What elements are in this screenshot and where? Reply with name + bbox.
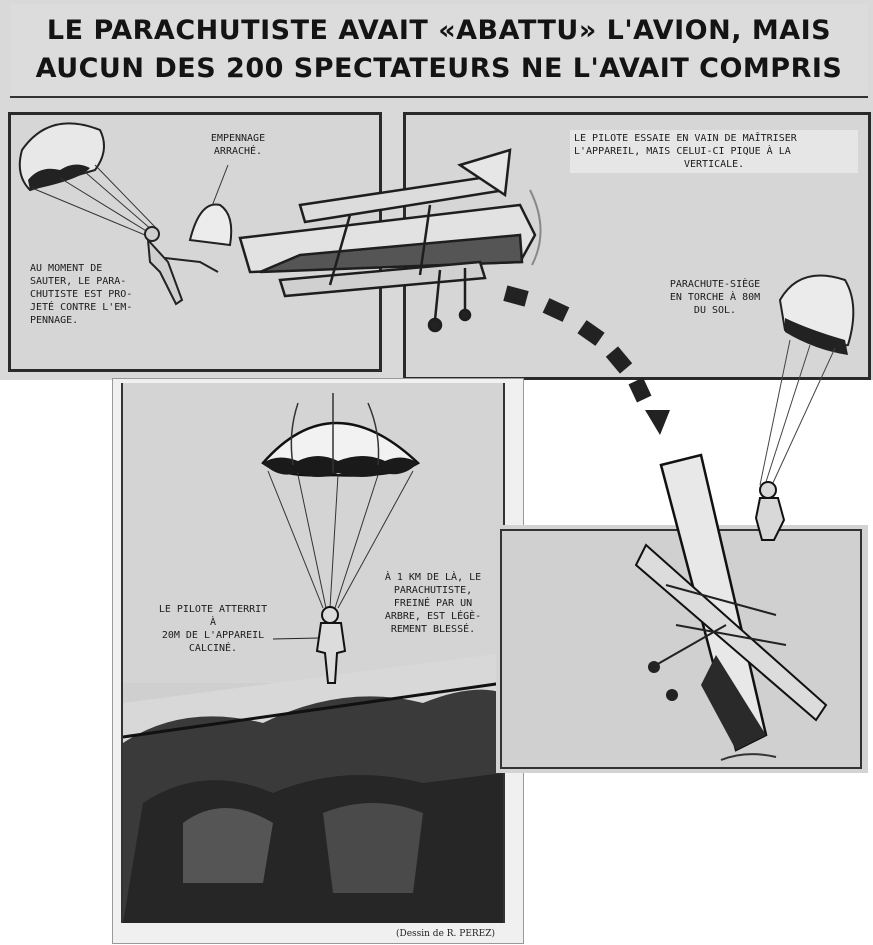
caption-line: LE PILOTE ESSAIE EN VAIN DE MAÎTRISER	[574, 133, 797, 144]
caption-line: PARACHUTISTE,	[393, 585, 473, 596]
caption-line: FREINÉ PAR UN	[393, 598, 473, 609]
caption-line: PARACHUTE-SIÈGE	[669, 279, 761, 290]
caption-line: DU SOL.	[693, 305, 737, 316]
caption-line: AU MOMENT DE	[30, 263, 103, 274]
caption-line: CALCINÉ.	[188, 643, 238, 654]
caption-line: JETÉ CONTRE L'EM-	[30, 302, 133, 313]
caption-line: LE PILOTE ATTERRIT À	[158, 604, 268, 628]
caption-line: CHUTISTE EST PRO-	[30, 289, 133, 300]
caption-line: 20M DE L'APPAREIL	[161, 630, 265, 641]
caption-line: ARBRE, EST LÉGÈ-	[384, 611, 482, 622]
headline-line-1: LE PARACHUTISTE AVAIT «ABATTU» L'AVION, MAIS	[46, 15, 832, 46]
headline-line-2: AUCUN DES 200 SPECTATEURS NE L'AVAIT COMPRIS	[35, 53, 843, 84]
caption-line: PENNAGE.	[30, 315, 79, 326]
caption-line: EN TORCHE À 80M	[669, 292, 761, 303]
caption-line: À 1 KM DE LÀ, LE	[384, 572, 482, 583]
credit: (Dessin de R. PEREZ)	[395, 929, 495, 939]
caption-line: VERTICALE.	[684, 159, 745, 170]
caption-line: L'APPAREIL, MAIS CELUI-CI PIQUE À LA	[574, 146, 791, 157]
caption-line: ARRACHÉ.	[213, 146, 263, 157]
caption-line: SAUTER, LE PARA-	[30, 276, 127, 287]
caption-line: REMENT BLESSÉ.	[390, 624, 476, 635]
caption-line: EMPENNAGE	[210, 133, 266, 144]
